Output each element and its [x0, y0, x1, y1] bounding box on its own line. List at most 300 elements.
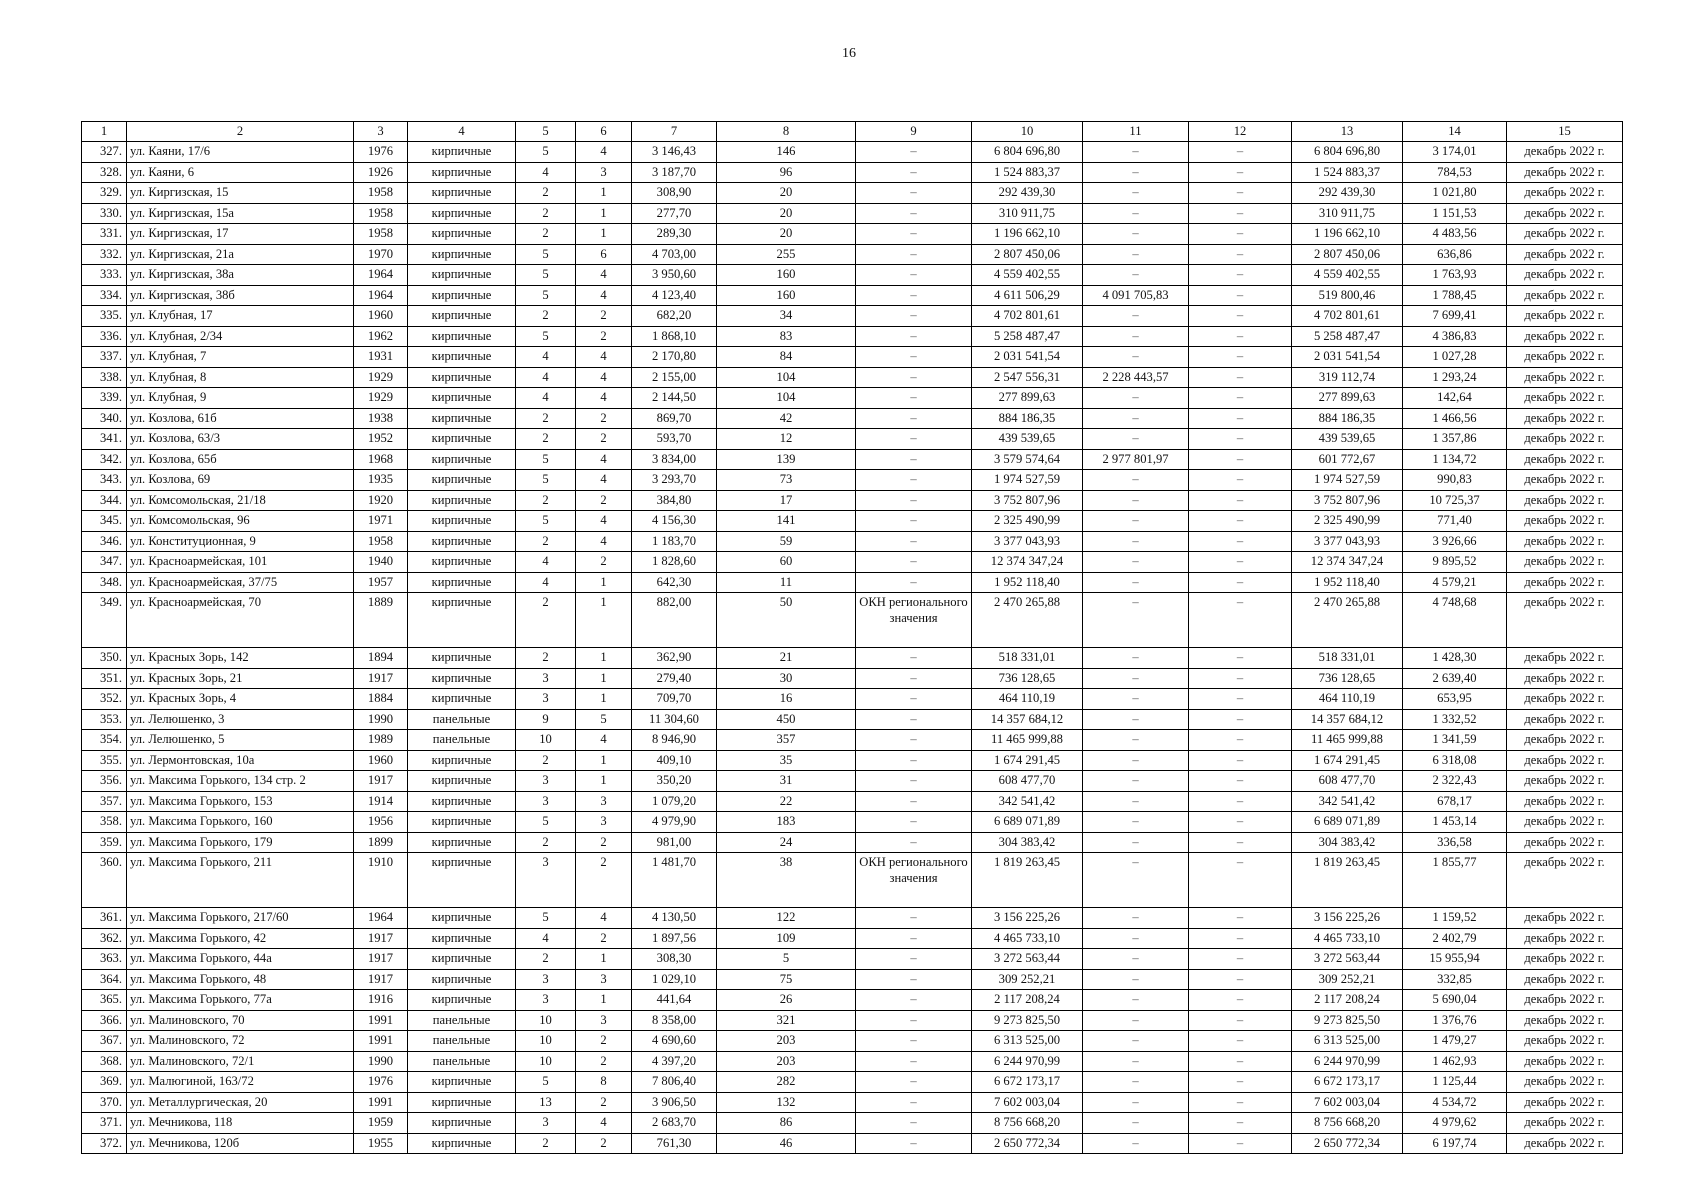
table-cell: 368.	[82, 1051, 127, 1072]
table-cell: 1	[576, 224, 632, 245]
table-cell: 3 752 807,96	[972, 490, 1083, 511]
table-cell: ул. Комсомольская, 96	[127, 511, 354, 532]
table-cell: 11 304,60	[632, 709, 717, 730]
table-cell: 14 357 684,12	[972, 709, 1083, 730]
table-cell: –	[856, 812, 972, 833]
table-cell: 4	[576, 265, 632, 286]
table-cell: 4	[576, 388, 632, 409]
table-cell: 2 683,70	[632, 1113, 717, 1134]
table-cell: 3 752 807,96	[1292, 490, 1403, 511]
table-cell: 30	[717, 668, 856, 689]
table-cell: 2	[576, 1092, 632, 1113]
table-cell: –	[1189, 265, 1292, 286]
table-cell: 2	[516, 648, 576, 669]
table-cell: 349.	[82, 593, 127, 648]
table-cell: 338.	[82, 367, 127, 388]
table-cell: –	[856, 347, 972, 368]
table-row	[82, 908, 1623, 929]
table-cell: –	[856, 730, 972, 751]
table-cell: кирпичные	[408, 224, 516, 245]
table-cell: 3 146,43	[632, 142, 717, 163]
table-row	[82, 593, 1623, 648]
table-cell: 2	[576, 408, 632, 429]
table-cell: 371.	[82, 1113, 127, 1134]
table-cell: 4 534,72	[1403, 1092, 1507, 1113]
table-cell: 1 897,56	[632, 928, 717, 949]
table-cell: декабрь 2022 г.	[1507, 709, 1623, 730]
table-row	[82, 709, 1623, 730]
table-cell: 1 021,80	[1403, 183, 1507, 204]
table-cell: –	[1189, 490, 1292, 511]
table-cell: ул. Киргизская, 17	[127, 224, 354, 245]
table-cell: –	[856, 265, 972, 286]
table-cell: 2	[576, 853, 632, 908]
table-cell: 340.	[82, 408, 127, 429]
table-cell: –	[856, 429, 972, 450]
table-cell: 183	[717, 812, 856, 833]
table-cell: –	[856, 709, 972, 730]
table-cell: –	[1083, 531, 1189, 552]
table-cell: кирпичные	[408, 791, 516, 812]
table-cell: ул. Лелюшенко, 3	[127, 709, 354, 730]
table-cell: 277 899,63	[972, 388, 1083, 409]
table-cell: 1	[576, 990, 632, 1011]
table-cell: 1926	[354, 162, 408, 183]
table-cell: 3 377 043,93	[972, 531, 1083, 552]
table-cell: –	[1189, 142, 1292, 163]
table-cell: 42	[717, 408, 856, 429]
table-row	[82, 990, 1623, 1011]
column-header: 1	[82, 122, 127, 142]
table-cell: декабрь 2022 г.	[1507, 750, 1623, 771]
table-cell: –	[1189, 648, 1292, 669]
table-cell: 347.	[82, 552, 127, 573]
table-cell: 2	[576, 306, 632, 327]
table-cell: декабрь 2022 г.	[1507, 183, 1623, 204]
table-cell: 2 144,50	[632, 388, 717, 409]
table-cell: 1 819 263,45	[1292, 853, 1403, 908]
table-cell: 1940	[354, 552, 408, 573]
table-cell: 141	[717, 511, 856, 532]
table-cell: 122	[717, 908, 856, 929]
table-cell: 2 322,43	[1403, 771, 1507, 792]
table-cell: ул. Максима Горького, 211	[127, 853, 354, 908]
table-cell: кирпичные	[408, 668, 516, 689]
table-cell: 1964	[354, 285, 408, 306]
table-cell: 360.	[82, 853, 127, 908]
table-cell: ул. Красноармейская, 101	[127, 552, 354, 573]
table-cell: –	[1083, 183, 1189, 204]
table-cell: –	[856, 908, 972, 929]
table-cell: 409,10	[632, 750, 717, 771]
table-cell: панельные	[408, 1031, 516, 1052]
table-cell: 309 252,21	[1292, 969, 1403, 990]
column-header: 13	[1292, 122, 1403, 142]
table-row	[82, 771, 1623, 792]
table-cell: 642,30	[632, 572, 717, 593]
table-row	[82, 1092, 1623, 1113]
table-cell: 5 258 487,47	[972, 326, 1083, 347]
table-cell: 343.	[82, 470, 127, 491]
table-cell: 84	[717, 347, 856, 368]
table-cell: 1 462,93	[1403, 1051, 1507, 1072]
table-cell: 1 674 291,45	[972, 750, 1083, 771]
table-cell: –	[1083, 771, 1189, 792]
table-cell: 653,95	[1403, 689, 1507, 710]
table-row	[82, 367, 1623, 388]
table-cell: 16	[717, 689, 856, 710]
table-cell: 5	[516, 511, 576, 532]
table-cell: кирпичные	[408, 990, 516, 1011]
table-cell: –	[1189, 347, 1292, 368]
table-row	[82, 306, 1623, 327]
table-cell: 15 955,94	[1403, 949, 1507, 970]
table-cell: 6 313 525,00	[1292, 1031, 1403, 1052]
table-cell: ул. Максима Горького, 42	[127, 928, 354, 949]
table-cell: 1 125,44	[1403, 1072, 1507, 1093]
table-cell: 7 602 003,04	[1292, 1092, 1403, 1113]
table-cell: 784,53	[1403, 162, 1507, 183]
table-cell: 96	[717, 162, 856, 183]
table-cell: 869,70	[632, 408, 717, 429]
table-cell: –	[1189, 244, 1292, 265]
table-cell: –	[1189, 928, 1292, 949]
table-cell: 139	[717, 449, 856, 470]
table-cell: ул. Малюгиной, 163/72	[127, 1072, 354, 1093]
table-cell: 6 313 525,00	[972, 1031, 1083, 1052]
table-row	[82, 408, 1623, 429]
table-cell: –	[1189, 1092, 1292, 1113]
table-cell: 310 911,75	[972, 203, 1083, 224]
table-cell: –	[1083, 1133, 1189, 1154]
table-cell: –	[856, 928, 972, 949]
table-cell: 10	[516, 1031, 576, 1052]
table-cell: 4 091 705,83	[1083, 285, 1189, 306]
table-cell: 2	[516, 183, 576, 204]
table-cell: 334.	[82, 285, 127, 306]
table-cell: 332.	[82, 244, 127, 265]
table-cell: 1958	[354, 224, 408, 245]
table-cell: ОКН регионального значения	[856, 853, 972, 908]
table-cell: –	[1189, 367, 1292, 388]
table-cell: –	[856, 408, 972, 429]
table-cell: 5	[516, 470, 576, 491]
table-cell: –	[856, 449, 972, 470]
table-cell: 1958	[354, 531, 408, 552]
table-cell: декабрь 2022 г.	[1507, 367, 1623, 388]
table-row	[82, 648, 1623, 669]
table-cell: 3 174,01	[1403, 142, 1507, 163]
table-cell: 1 134,72	[1403, 449, 1507, 470]
table-row	[82, 470, 1623, 491]
column-header: 10	[972, 122, 1083, 142]
table-cell: 4	[576, 908, 632, 929]
table-cell: декабрь 2022 г.	[1507, 552, 1623, 573]
table-cell: –	[856, 969, 972, 990]
table-cell: –	[1189, 689, 1292, 710]
table-cell: 682,20	[632, 306, 717, 327]
table-cell: 1 481,70	[632, 853, 717, 908]
table-row	[82, 1031, 1623, 1052]
table-cell: 1	[576, 183, 632, 204]
table-cell: 372.	[82, 1133, 127, 1154]
table-cell: декабрь 2022 г.	[1507, 1010, 1623, 1031]
table-cell: 4	[576, 285, 632, 306]
table-cell: –	[1083, 142, 1189, 163]
table-row	[82, 511, 1623, 532]
table-cell: 4 702 801,61	[1292, 306, 1403, 327]
table-cell: декабрь 2022 г.	[1507, 593, 1623, 648]
table-cell: 1 159,52	[1403, 908, 1507, 929]
table-cell: 4 397,20	[632, 1051, 717, 1072]
table-cell: 1989	[354, 730, 408, 751]
column-header: 8	[717, 122, 856, 142]
table-cell: –	[1083, 969, 1189, 990]
table-cell: 1 524 883,37	[1292, 162, 1403, 183]
table-cell: –	[1189, 730, 1292, 751]
table-cell: ул. Лермонтовская, 10а	[127, 750, 354, 771]
table-cell: ул. Козлова, 63/3	[127, 429, 354, 450]
table-cell: кирпичные	[408, 908, 516, 929]
table-cell: ул. Киргизская, 38б	[127, 285, 354, 306]
table-cell: 5	[717, 949, 856, 970]
table-cell: 1 079,20	[632, 791, 717, 812]
table-row	[82, 812, 1623, 833]
table-cell: 8	[576, 1072, 632, 1093]
table-cell: 83	[717, 326, 856, 347]
table-cell: 464 110,19	[972, 689, 1083, 710]
register-table	[81, 121, 1623, 1154]
table-cell: 6 804 696,80	[972, 142, 1083, 163]
table-cell: 4 130,50	[632, 908, 717, 929]
table-cell: 1916	[354, 990, 408, 1011]
table-cell: –	[1189, 388, 1292, 409]
table-row	[82, 1010, 1623, 1031]
table-cell: 736 128,65	[972, 668, 1083, 689]
table-cell: 2	[516, 1133, 576, 1154]
table-cell: ул. Красноармейская, 37/75	[127, 572, 354, 593]
table-cell: 35	[717, 750, 856, 771]
table-cell: 329.	[82, 183, 127, 204]
table-cell: 1 524 883,37	[972, 162, 1083, 183]
table-cell: 1920	[354, 490, 408, 511]
table-cell: 4 123,40	[632, 285, 717, 306]
table-cell: 1991	[354, 1010, 408, 1031]
table-cell: панельные	[408, 1010, 516, 1031]
table-cell: 336,58	[1403, 832, 1507, 853]
table-cell: 2 639,40	[1403, 668, 1507, 689]
table-cell: 1976	[354, 142, 408, 163]
table-cell: 3	[516, 791, 576, 812]
table-cell: –	[856, 791, 972, 812]
table-cell: 365.	[82, 990, 127, 1011]
table-cell: декабрь 2022 г.	[1507, 771, 1623, 792]
table-cell: 1 466,56	[1403, 408, 1507, 429]
table-cell: 4	[576, 470, 632, 491]
table-cell: 4 465 733,10	[972, 928, 1083, 949]
table-row	[82, 490, 1623, 511]
table-cell: кирпичные	[408, 531, 516, 552]
table-cell: ул. Максима Горького, 160	[127, 812, 354, 833]
table-cell: 2 031 541,54	[1292, 347, 1403, 368]
table-cell: декабрь 2022 г.	[1507, 326, 1623, 347]
table-cell: 14 357 684,12	[1292, 709, 1403, 730]
table-cell: 341.	[82, 429, 127, 450]
table-cell: 7 602 003,04	[972, 1092, 1083, 1113]
table-cell: –	[1189, 162, 1292, 183]
table-row	[82, 832, 1623, 853]
table-cell: –	[856, 142, 972, 163]
table-cell: кирпичные	[408, 183, 516, 204]
table-cell: 1 855,77	[1403, 853, 1507, 908]
table-cell: –	[1189, 470, 1292, 491]
table-cell: 3	[516, 969, 576, 990]
table-row	[82, 183, 1623, 204]
table-cell: 2	[516, 531, 576, 552]
table-cell: кирпичные	[408, 689, 516, 710]
table-cell: 2	[516, 593, 576, 648]
table-cell: 8 358,00	[632, 1010, 717, 1031]
table-cell: –	[1189, 1010, 1292, 1031]
table-cell: ул. Лелюшенко, 5	[127, 730, 354, 751]
table-cell: ул. Красных Зорь, 21	[127, 668, 354, 689]
table-row	[82, 285, 1623, 306]
table-cell: 11	[717, 572, 856, 593]
table-cell: панельные	[408, 1051, 516, 1072]
table-cell: 2 228 443,57	[1083, 367, 1189, 388]
table-cell: –	[1083, 552, 1189, 573]
table-cell: кирпичные	[408, 572, 516, 593]
table-cell: –	[1083, 408, 1189, 429]
table-cell: 1958	[354, 183, 408, 204]
table-cell: 4	[576, 367, 632, 388]
table-cell: 2 155,00	[632, 367, 717, 388]
table-cell: 2	[576, 1031, 632, 1052]
table-cell: 9	[516, 709, 576, 730]
table-cell: 6 672 173,17	[1292, 1072, 1403, 1093]
table-cell: 333.	[82, 265, 127, 286]
table-cell: 357	[717, 730, 856, 751]
column-header: 4	[408, 122, 516, 142]
table-cell: –	[1189, 949, 1292, 970]
table-cell: кирпичные	[408, 552, 516, 573]
table-cell: –	[856, 1072, 972, 1093]
table-cell: 2 325 490,99	[1292, 511, 1403, 532]
table-cell: –	[856, 1113, 972, 1134]
table-cell: декабрь 2022 г.	[1507, 928, 1623, 949]
table-cell: 308,30	[632, 949, 717, 970]
table-cell: 1 196 662,10	[972, 224, 1083, 245]
table-cell: панельные	[408, 730, 516, 751]
table-cell: декабрь 2022 г.	[1507, 429, 1623, 450]
table-cell: –	[1189, 791, 1292, 812]
table-cell: 1 376,76	[1403, 1010, 1507, 1031]
table-cell: 363.	[82, 949, 127, 970]
table-cell: 678,17	[1403, 791, 1507, 812]
table-row	[82, 265, 1623, 286]
table-cell: 1964	[354, 265, 408, 286]
table-cell: ул. Клубная, 9	[127, 388, 354, 409]
table-cell: декабрь 2022 г.	[1507, 730, 1623, 751]
page-number: 16	[842, 46, 856, 61]
table-cell: –	[856, 326, 972, 347]
table-cell: –	[1083, 593, 1189, 648]
table-cell: 5	[516, 1072, 576, 1093]
table-cell: –	[1189, 449, 1292, 470]
table-cell: ул. Малиновского, 72/1	[127, 1051, 354, 1072]
table-cell: 3 579 574,64	[972, 449, 1083, 470]
table-row	[82, 1051, 1623, 1072]
table-cell: 1910	[354, 853, 408, 908]
table-cell: 1917	[354, 969, 408, 990]
table-cell: –	[1083, 244, 1189, 265]
table-cell: кирпичные	[408, 408, 516, 429]
table-cell: 3 293,70	[632, 470, 717, 491]
table-cell: 277,70	[632, 203, 717, 224]
table-cell: ул. Киргизская, 15а	[127, 203, 354, 224]
table-cell: ул. Каяни, 17/6	[127, 142, 354, 163]
table-cell: 10	[516, 730, 576, 751]
table-cell: декабрь 2022 г.	[1507, 1133, 1623, 1154]
table-cell: 4 690,60	[632, 1031, 717, 1052]
table-cell: 335.	[82, 306, 127, 327]
table-cell: 3 906,50	[632, 1092, 717, 1113]
table-row	[82, 552, 1623, 573]
table-row	[82, 429, 1623, 450]
table-cell: 518 331,01	[972, 648, 1083, 669]
table-cell: 3	[576, 791, 632, 812]
table-cell: 321	[717, 1010, 856, 1031]
table-cell: 9 895,52	[1403, 552, 1507, 573]
table-cell: 292 439,30	[1292, 183, 1403, 204]
table-cell: 339.	[82, 388, 127, 409]
table-cell: 6 689 071,89	[972, 812, 1083, 833]
table-cell: 7 699,41	[1403, 306, 1507, 327]
table-cell: 464 110,19	[1292, 689, 1403, 710]
table-cell: 304 383,42	[1292, 832, 1403, 853]
table-cell: 1914	[354, 791, 408, 812]
table-cell: 9 273 825,50	[972, 1010, 1083, 1031]
table-cell: –	[856, 1031, 972, 1052]
table-cell: 4	[516, 572, 576, 593]
table-cell: 331.	[82, 224, 127, 245]
table-cell: ул. Козлова, 65б	[127, 449, 354, 470]
table-cell: 12 374 347,24	[972, 552, 1083, 573]
table-cell: декабрь 2022 г.	[1507, 265, 1623, 286]
table-cell: 319 112,74	[1292, 367, 1403, 388]
table-cell: 75	[717, 969, 856, 990]
table-cell: 277 899,63	[1292, 388, 1403, 409]
table-cell: ул. Мечникова, 120б	[127, 1133, 354, 1154]
table-cell: кирпичные	[408, 1092, 516, 1113]
table-cell: 104	[717, 367, 856, 388]
table-cell: 282	[717, 1072, 856, 1093]
table-cell: 3	[576, 812, 632, 833]
table-cell: 2	[516, 750, 576, 771]
table-cell: 1917	[354, 668, 408, 689]
table-cell: 358.	[82, 812, 127, 833]
table-cell: –	[1189, 812, 1292, 833]
table-cell: 1 428,30	[1403, 648, 1507, 669]
table-row	[82, 791, 1623, 812]
table-cell: 2	[576, 832, 632, 853]
table-cell: 109	[717, 928, 856, 949]
table-cell: 2	[576, 552, 632, 573]
table-cell: –	[1083, 668, 1189, 689]
table-cell: 1990	[354, 1051, 408, 1072]
table-cell: 330.	[82, 203, 127, 224]
table-cell: 1 479,27	[1403, 1031, 1507, 1052]
